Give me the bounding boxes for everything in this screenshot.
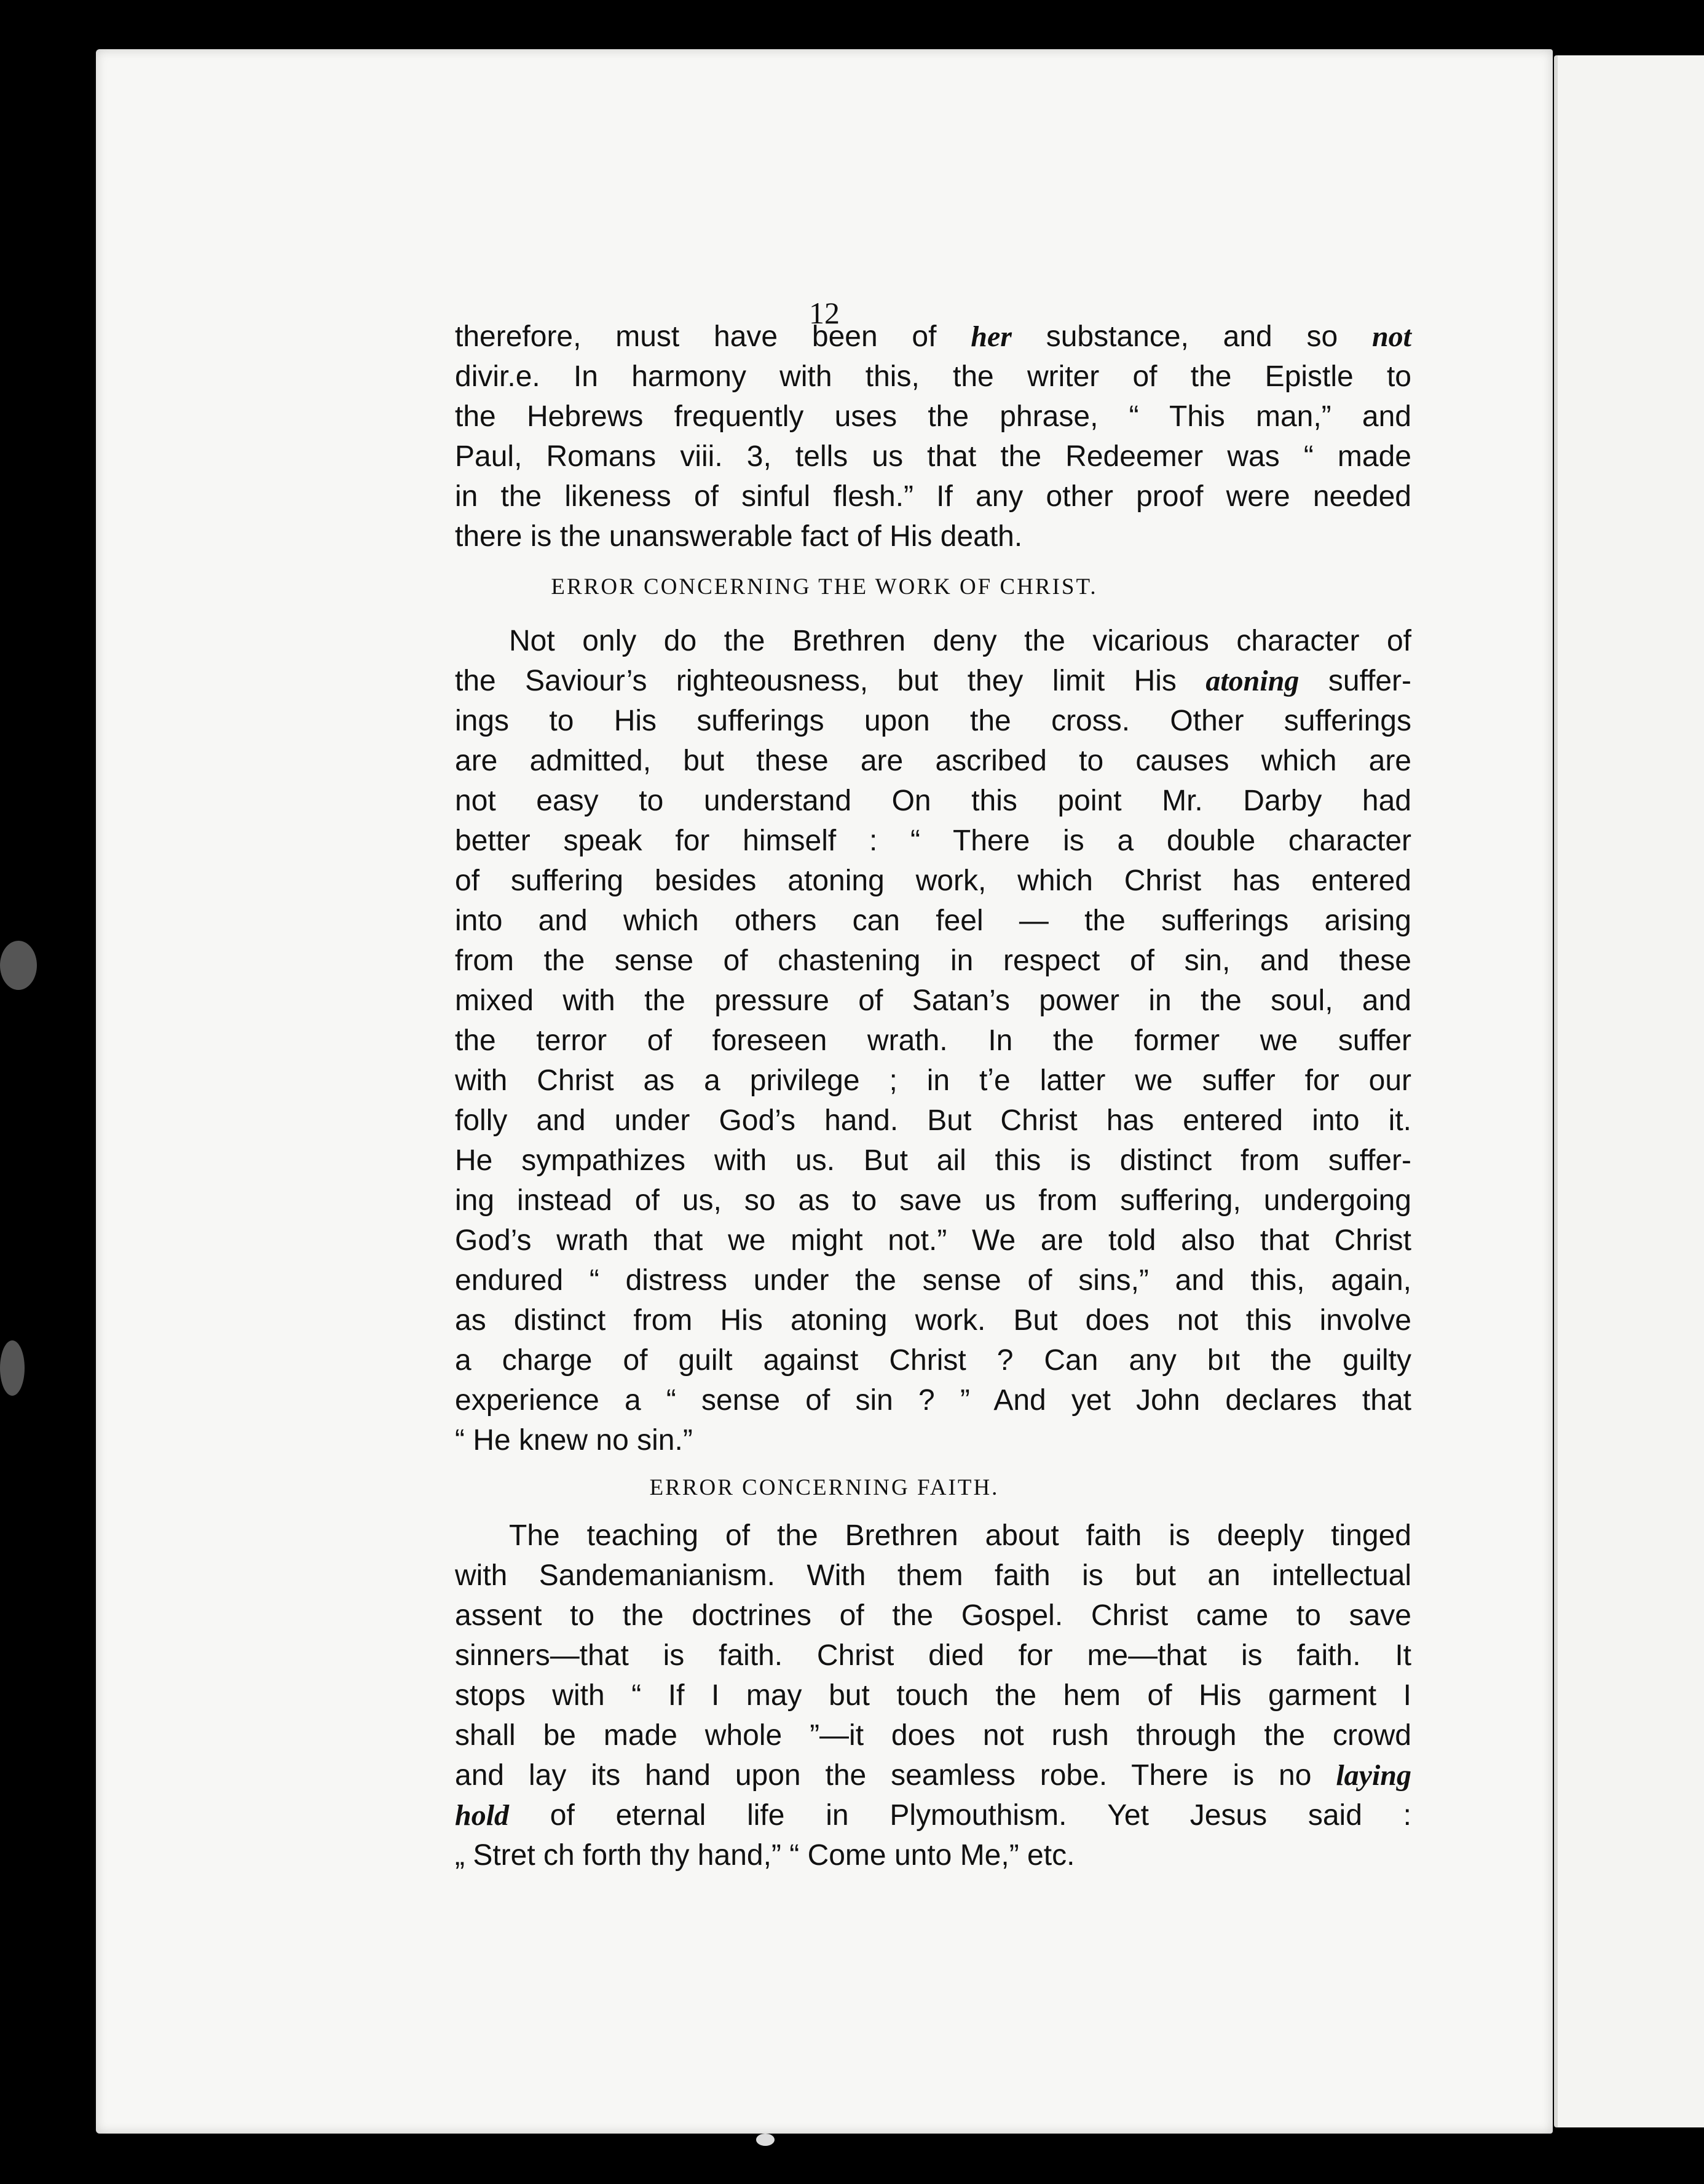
paragraph-1 <box>455 317 1411 556</box>
text-line: in the likeness of sinful flesh.” If any other proof were needed <box>455 480 1411 513</box>
text-line: The teaching of the Brethren about faith is deeply tinged <box>509 1519 1411 1552</box>
text-line: into and which others can feel — the sufferings arising <box>455 904 1411 937</box>
text-line: Paul, Romans viii. 3, tells us that the Redeemer was “ made <box>455 440 1411 473</box>
text-line: the Saviour’s righteousness, but they limit His atoning suffer- <box>455 665 1411 697</box>
text-line: with Christ as a privilege ; in tʼe latter we suffer for our <box>455 1064 1411 1097</box>
text-line: He sympathizes with us. But ail this is distinct from suffer- <box>455 1144 1411 1177</box>
text-line: with Sandemanianism. With them faith is but an intellectual <box>455 1559 1411 1592</box>
text-line: divir.e. In harmony with this, the writer of the Epistle to <box>455 360 1411 393</box>
text-line: experience a “ sense of sin ? ” And yet John declares that <box>455 1384 1411 1417</box>
text-line: ings to His sufferings upon the cross. Other sufferings <box>455 705 1411 737</box>
document-page <box>96 49 1553 2134</box>
text-line: ing instead of us, so as to save us from suffering, undergoing <box>455 1184 1411 1217</box>
text-line: „ Stret ch forth thy hand,” “ Come unto Me,” etc. <box>455 1839 1075 1872</box>
text-line: a charge of guilt against Christ ? Can any bıt the guilty <box>455 1344 1411 1377</box>
text-line: sinners—that is faith. Christ died for me—that is faith. It <box>455 1639 1411 1672</box>
text-line: mixed with the pressure of Satan’s power in the soul, and <box>455 984 1411 1017</box>
text-line: as distinct from His atoning work. But does not this involve <box>455 1304 1411 1337</box>
adjacent-page-edge <box>1554 55 1704 2127</box>
page-number: 12 <box>809 296 840 330</box>
paragraph-2 <box>455 621 1411 1460</box>
text-line: not easy to understand On this point Mr. Darby had <box>455 785 1411 817</box>
section-heading-faith: ERROR CONCERNING FAITH. <box>649 1475 1000 1500</box>
section-heading-work-of-christ: ERROR CONCERNING THE WORK OF CHRIST. <box>551 574 1098 599</box>
text-line: hold of eternal life in Plymouthism. Yet Jesus said : <box>455 1799 1411 1832</box>
text-line: better speak for himself : “ There is a double character <box>455 825 1411 857</box>
text-line: and lay its hand upon the seamless robe. There is no laying <box>455 1759 1411 1792</box>
text-line: folly and under God’s hand. But Christ has entered into it. <box>455 1104 1411 1137</box>
paragraph-3 <box>455 1516 1411 1875</box>
scan-speck <box>0 1340 25 1396</box>
text-line: are admitted, but these are ascribed to causes which are <box>455 745 1411 777</box>
text-line: of suffering besides atoning work, which Christ has entered <box>455 865 1411 897</box>
text-line: shall be made whole ”—it does not rush through the crowd <box>455 1719 1411 1752</box>
text-line: endured “ distress under the sense of sins,” and this, again, <box>455 1264 1411 1297</box>
scan-speck <box>756 2134 775 2146</box>
text-line: the Hebrews frequently uses the phrase, “ This man,” and <box>455 400 1411 433</box>
text-line: from the sense of chastening in respect of sin, and these <box>455 944 1411 977</box>
text-line: stops with “ If I may but touch the hem of His garment I <box>455 1679 1411 1712</box>
text-line: Not only do the Brethren deny the vicarious character of <box>509 625 1411 657</box>
text-line: God’s wrath that we might not.” We are told also that Christ <box>455 1224 1411 1257</box>
text-line: assent to the doctrines of the Gospel. Christ came to save <box>455 1599 1411 1632</box>
text-line: “ He knew no sin.” <box>455 1424 693 1457</box>
text-line: therefore, must have been of her substance, and so not <box>455 320 1411 353</box>
text-line: there is the unanswerable fact of His death. <box>455 520 1023 553</box>
text-line: the terror of foreseen wrath. In the former we suffer <box>455 1024 1411 1057</box>
scan-speck <box>0 941 37 990</box>
